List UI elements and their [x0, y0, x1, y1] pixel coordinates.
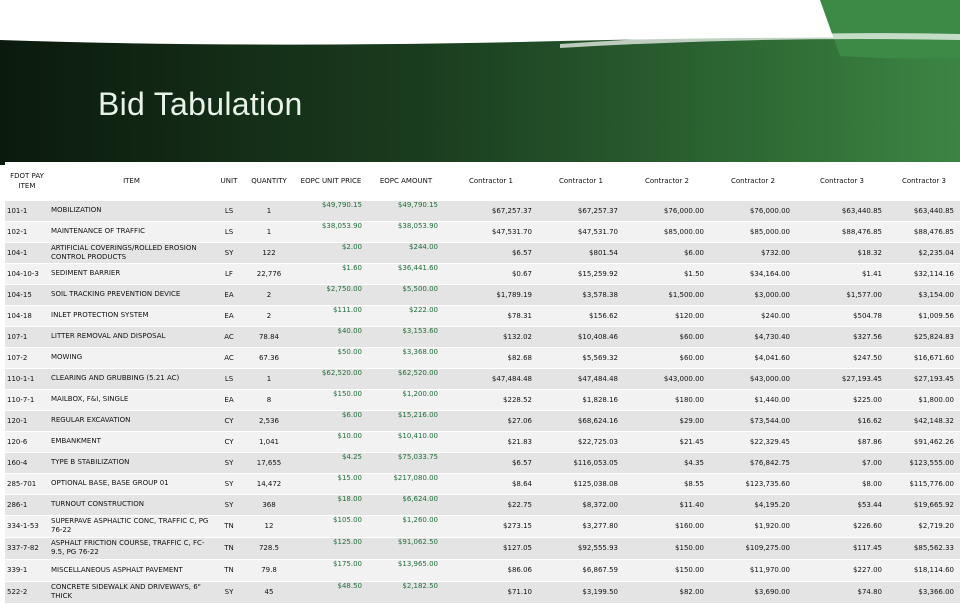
contractor-2-amount-cell: $1,920.00	[710, 515, 796, 537]
contractor-1-amount-cell: $68,624.16	[538, 410, 624, 431]
header-contractor-3-unit: Contractor 3	[796, 162, 888, 200]
page-title: Bid Tabulation	[98, 86, 303, 122]
quantity-cell: 122	[244, 242, 294, 263]
contractor-1-unit-price-cell: $22.75	[444, 494, 538, 515]
unit-cell: CY	[214, 431, 244, 452]
contractor-1-amount-cell: $47,484.48	[538, 368, 624, 389]
contractor-1-unit-price-cell: $1,789.19	[444, 284, 538, 305]
contractor-1-unit-price-cell: $8.64	[444, 473, 538, 494]
table-row	[5, 200, 960, 221]
contractor-3-amount-cell: $1,800.00	[888, 389, 960, 410]
contractor-1-amount-cell: $3,199.50	[538, 581, 624, 603]
pay-item-cell: 334-1-53	[5, 515, 49, 537]
eopc-amount-cell: $13,965.00	[368, 559, 444, 581]
table-row	[5, 347, 960, 368]
quantity-cell: 368	[244, 494, 294, 515]
contractor-1-amount-cell: $125,038.08	[538, 473, 624, 494]
eopc-unit-price-cell: $40.00	[294, 326, 368, 347]
contractor-2-unit-price-cell: $60.00	[624, 326, 710, 347]
contractor-2-amount-cell: $240.00	[710, 305, 796, 326]
contractor-2-unit-price-cell: $8.55	[624, 473, 710, 494]
eopc-unit-price-cell: $105.00	[294, 515, 368, 537]
eopc-unit-price-cell: $15.00	[294, 473, 368, 494]
contractor-1-amount-cell: $67,257.37	[538, 200, 624, 221]
eopc-amount-cell: $75,033.75	[368, 452, 444, 473]
quantity-cell: 45	[244, 581, 294, 603]
table-row	[5, 284, 960, 305]
item-description-cell: EMBANKMENT	[49, 431, 214, 452]
contractor-1-amount-cell: $10,408.46	[538, 326, 624, 347]
unit-cell: SY	[214, 452, 244, 473]
contractor-3-unit-price-cell: $74.80	[796, 581, 888, 603]
unit-cell: LS	[214, 221, 244, 242]
unit-cell: EA	[214, 305, 244, 326]
contractor-3-unit-price-cell: $8.00	[796, 473, 888, 494]
contractor-2-amount-cell: $73,544.00	[710, 410, 796, 431]
contractor-3-unit-price-cell: $504.78	[796, 305, 888, 326]
item-description-cell: CONCRETE SIDEWALK AND DRIVEWAYS, 6" THICK	[49, 581, 214, 603]
item-description-cell: SEDIMENT BARRIER	[49, 263, 214, 284]
quantity-cell: 8	[244, 389, 294, 410]
contractor-3-unit-price-cell: $53.44	[796, 494, 888, 515]
contractor-2-amount-cell: $11,970.00	[710, 559, 796, 581]
contractor-3-unit-price-cell: $227.00	[796, 559, 888, 581]
pay-item-cell: 110-1-1	[5, 368, 49, 389]
unit-cell: TN	[214, 515, 244, 537]
pay-item-cell: 285-701	[5, 473, 49, 494]
table-row	[5, 452, 960, 473]
eopc-amount-cell: $1,260.00	[368, 515, 444, 537]
contractor-3-unit-price-cell: $247.50	[796, 347, 888, 368]
eopc-amount-cell: $36,441.60	[368, 263, 444, 284]
header-unit: UNIT	[214, 162, 244, 200]
contractor-2-amount-cell: $732.00	[710, 242, 796, 263]
pay-item-cell: 104-15	[5, 284, 49, 305]
unit-cell: SY	[214, 242, 244, 263]
contractor-2-unit-price-cell: $1,500.00	[624, 284, 710, 305]
unit-cell: SY	[214, 473, 244, 494]
contractor-3-unit-price-cell: $117.45	[796, 537, 888, 559]
eopc-unit-price-cell: $2,750.00	[294, 284, 368, 305]
contractor-3-amount-cell: $19,665.92	[888, 494, 960, 515]
eopc-amount-cell: $6,624.00	[368, 494, 444, 515]
quantity-cell: 2	[244, 284, 294, 305]
header-contractor-3-amount: Contractor 3	[888, 162, 960, 200]
contractor-3-amount-cell: $27,193.45	[888, 368, 960, 389]
eopc-amount-cell: $2,182.50	[368, 581, 444, 603]
quantity-cell: 22,776	[244, 263, 294, 284]
table-row	[5, 242, 960, 263]
contractor-2-unit-price-cell: $6.00	[624, 242, 710, 263]
pay-item-cell: 104-1	[5, 242, 49, 263]
unit-cell: TN	[214, 537, 244, 559]
unit-cell: LS	[214, 200, 244, 221]
contractor-3-amount-cell: $16,671.60	[888, 347, 960, 368]
contractor-2-amount-cell: $22,329.45	[710, 431, 796, 452]
quantity-cell: 2	[244, 305, 294, 326]
eopc-amount-cell: $62,520.00	[368, 368, 444, 389]
eopc-amount-cell: $244.00	[368, 242, 444, 263]
quantity-cell: 2,536	[244, 410, 294, 431]
eopc-unit-price-cell: $50.00	[294, 347, 368, 368]
header-contractor-1-unit: Contractor 1	[444, 162, 538, 200]
contractor-3-unit-price-cell: $16.62	[796, 410, 888, 431]
contractor-3-amount-cell: $25,824.83	[888, 326, 960, 347]
contractor-3-amount-cell: $85,562.33	[888, 537, 960, 559]
eopc-amount-cell: $3,153.60	[368, 326, 444, 347]
contractor-2-amount-cell: $3,000.00	[710, 284, 796, 305]
contractor-3-amount-cell: $63,440.85	[888, 200, 960, 221]
quantity-cell: 78.84	[244, 326, 294, 347]
pay-item-cell: 104-18	[5, 305, 49, 326]
quantity-cell: 14,472	[244, 473, 294, 494]
quantity-cell: 12	[244, 515, 294, 537]
item-description-cell: TURNOUT CONSTRUCTION	[49, 494, 214, 515]
eopc-unit-price-cell: $48.50	[294, 581, 368, 603]
eopc-amount-cell: $10,410.00	[368, 431, 444, 452]
pay-item-cell: 107-1	[5, 326, 49, 347]
contractor-2-unit-price-cell: $21.45	[624, 431, 710, 452]
contractor-3-unit-price-cell: $88,476.85	[796, 221, 888, 242]
eopc-unit-price-cell: $18.00	[294, 494, 368, 515]
contractor-3-unit-price-cell: $226.60	[796, 515, 888, 537]
header-quantity: QUANTITY	[244, 162, 294, 200]
item-description-cell: MAINTENANCE OF TRAFFIC	[49, 221, 214, 242]
contractor-2-amount-cell: $76,000.00	[710, 200, 796, 221]
pay-item-cell: 286-1	[5, 494, 49, 515]
table-body	[5, 200, 960, 603]
header-contractor-1-amount: Contractor 1	[538, 162, 624, 200]
contractor-3-amount-cell: $115,776.00	[888, 473, 960, 494]
contractor-1-unit-price-cell: $82.68	[444, 347, 538, 368]
pay-item-cell: 102-1	[5, 221, 49, 242]
contractor-2-amount-cell: $76,842.75	[710, 452, 796, 473]
contractor-1-unit-price-cell: $132.02	[444, 326, 538, 347]
contractor-3-amount-cell: $18,114.60	[888, 559, 960, 581]
contractor-2-amount-cell: $43,000.00	[710, 368, 796, 389]
contractor-1-unit-price-cell: $47,531.70	[444, 221, 538, 242]
contractor-1-unit-price-cell: $228.52	[444, 389, 538, 410]
contractor-1-amount-cell: $156.62	[538, 305, 624, 326]
quantity-cell: 1	[244, 368, 294, 389]
pay-item-cell: 120-6	[5, 431, 49, 452]
contractor-3-unit-price-cell: $225.00	[796, 389, 888, 410]
pay-item-cell: 522-2	[5, 581, 49, 603]
contractor-2-amount-cell: $4,195.20	[710, 494, 796, 515]
pay-item-cell: 120-1	[5, 410, 49, 431]
contractor-1-unit-price-cell: $71.10	[444, 581, 538, 603]
contractor-3-amount-cell: $2,235.04	[888, 242, 960, 263]
table-row	[5, 410, 960, 431]
contractor-2-amount-cell: $34,164.00	[710, 263, 796, 284]
item-description-cell: SOIL TRACKING PREVENTION DEVICE	[49, 284, 214, 305]
eopc-unit-price-cell: $150.00	[294, 389, 368, 410]
contractor-3-amount-cell: $123,555.00	[888, 452, 960, 473]
table-row	[5, 494, 960, 515]
contractor-1-amount-cell: $47,531.70	[538, 221, 624, 242]
eopc-amount-cell: $38,053.90	[368, 221, 444, 242]
contractor-2-amount-cell: $85,000.00	[710, 221, 796, 242]
quantity-cell: 1,041	[244, 431, 294, 452]
contractor-2-unit-price-cell: $85,000.00	[624, 221, 710, 242]
quantity-cell: 1	[244, 221, 294, 242]
pay-item-cell: 160-4	[5, 452, 49, 473]
contractor-1-amount-cell: $22,725.03	[538, 431, 624, 452]
unit-cell: LF	[214, 263, 244, 284]
contractor-2-unit-price-cell: $82.00	[624, 581, 710, 603]
pay-item-cell: 337-7-82	[5, 537, 49, 559]
contractor-2-unit-price-cell: $150.00	[624, 537, 710, 559]
eopc-unit-price-cell: $111.00	[294, 305, 368, 326]
banner-background	[0, 0, 960, 165]
contractor-1-amount-cell: $92,555.93	[538, 537, 624, 559]
eopc-unit-price-cell: $6.00	[294, 410, 368, 431]
eopc-unit-price-cell: $1.60	[294, 263, 368, 284]
contractor-2-amount-cell: $3,690.00	[710, 581, 796, 603]
table-header-row	[5, 162, 960, 200]
contractor-1-amount-cell: $801.54	[538, 242, 624, 263]
pay-item-cell: 107-2	[5, 347, 49, 368]
contractor-3-unit-price-cell: $87.86	[796, 431, 888, 452]
unit-cell: LS	[214, 368, 244, 389]
eopc-amount-cell: $3,368.00	[368, 347, 444, 368]
table-row	[5, 221, 960, 242]
contractor-2-unit-price-cell: $180.00	[624, 389, 710, 410]
eopc-unit-price-cell: $10.00	[294, 431, 368, 452]
eopc-unit-price-cell: $175.00	[294, 559, 368, 581]
contractor-1-amount-cell: $3,277.80	[538, 515, 624, 537]
header-contractor-2-unit: Contractor 2	[624, 162, 710, 200]
contractor-1-unit-price-cell: $6.57	[444, 242, 538, 263]
contractor-3-unit-price-cell: $63,440.85	[796, 200, 888, 221]
quantity-cell: 67.36	[244, 347, 294, 368]
title-banner	[0, 0, 960, 165]
contractor-1-unit-price-cell: $86.06	[444, 559, 538, 581]
contractor-2-unit-price-cell: $120.00	[624, 305, 710, 326]
table-row	[5, 326, 960, 347]
table-row	[5, 581, 960, 603]
eopc-amount-cell: $222.00	[368, 305, 444, 326]
bid-tabulation-table	[5, 162, 960, 604]
contractor-1-amount-cell: $5,569.32	[538, 347, 624, 368]
eopc-amount-cell: $15,216.00	[368, 410, 444, 431]
contractor-2-unit-price-cell: $11.40	[624, 494, 710, 515]
contractor-2-amount-cell: $109,275.00	[710, 537, 796, 559]
contractor-3-unit-price-cell: $7.00	[796, 452, 888, 473]
contractor-3-unit-price-cell: $18.32	[796, 242, 888, 263]
contractor-1-unit-price-cell: $27.06	[444, 410, 538, 431]
contractor-3-amount-cell: $3,154.00	[888, 284, 960, 305]
quantity-cell: 1	[244, 200, 294, 221]
item-description-cell: OPTIONAL BASE, BASE GROUP 01	[49, 473, 214, 494]
contractor-3-amount-cell: $3,366.00	[888, 581, 960, 603]
item-description-cell: MISCELLANEOUS ASPHALT PAVEMENT	[49, 559, 214, 581]
contractor-1-amount-cell: $6,867.59	[538, 559, 624, 581]
eopc-unit-price-cell: $125.00	[294, 537, 368, 559]
contractor-3-amount-cell: $88,476.85	[888, 221, 960, 242]
item-description-cell: MOWING	[49, 347, 214, 368]
item-description-cell: TYPE B STABILIZATION	[49, 452, 214, 473]
table-row	[5, 263, 960, 284]
contractor-2-unit-price-cell: $76,000.00	[624, 200, 710, 221]
item-description-cell: MOBILIZATION	[49, 200, 214, 221]
item-description-cell: LITTER REMOVAL AND DISPOSAL	[49, 326, 214, 347]
unit-cell: TN	[214, 559, 244, 581]
unit-cell: AC	[214, 326, 244, 347]
item-description-cell: CLEARING AND GRUBBING (5.21 AC)	[49, 368, 214, 389]
contractor-3-amount-cell: $2,719.20	[888, 515, 960, 537]
pay-item-cell: 104-10-3	[5, 263, 49, 284]
eopc-unit-price-cell: $49,790.15	[294, 200, 368, 221]
contractor-1-unit-price-cell: $21.83	[444, 431, 538, 452]
contractor-1-unit-price-cell: $67,257.37	[444, 200, 538, 221]
contractor-3-amount-cell: $42,148.32	[888, 410, 960, 431]
eopc-amount-cell: $217,080.00	[368, 473, 444, 494]
eopc-amount-cell: $1,200.00	[368, 389, 444, 410]
pay-item-cell: 110-7-1	[5, 389, 49, 410]
unit-cell: SY	[214, 581, 244, 603]
contractor-2-amount-cell: $123,735.60	[710, 473, 796, 494]
contractor-3-amount-cell: $32,114.16	[888, 263, 960, 284]
eopc-amount-cell: $49,790.15	[368, 200, 444, 221]
contractor-1-unit-price-cell: $0.67	[444, 263, 538, 284]
contractor-1-unit-price-cell: $47,484.48	[444, 368, 538, 389]
contractor-3-amount-cell: $1,009.56	[888, 305, 960, 326]
unit-cell: AC	[214, 347, 244, 368]
table-row	[5, 305, 960, 326]
eopc-unit-price-cell: $62,520.00	[294, 368, 368, 389]
item-description-cell: ARTIFICIAL COVERINGS/ROLLED EROSION CONTROL PRODUCTS	[49, 242, 214, 263]
contractor-2-unit-price-cell: $60.00	[624, 347, 710, 368]
contractor-2-unit-price-cell: $29.00	[624, 410, 710, 431]
contractor-1-unit-price-cell: $273.15	[444, 515, 538, 537]
table-row	[5, 389, 960, 410]
quantity-cell: 17,655	[244, 452, 294, 473]
table-row	[5, 368, 960, 389]
eopc-amount-cell: $91,062.50	[368, 537, 444, 559]
unit-cell: CY	[214, 410, 244, 431]
contractor-2-unit-price-cell: $150.00	[624, 559, 710, 581]
header-contractor-2-amount: Contractor 2	[710, 162, 796, 200]
pay-item-cell: 101-1	[5, 200, 49, 221]
eopc-unit-price-cell: $38,053.90	[294, 221, 368, 242]
contractor-1-amount-cell: $3,578.38	[538, 284, 624, 305]
contractor-2-amount-cell: $4,041.60	[710, 347, 796, 368]
contractor-1-unit-price-cell: $78.31	[444, 305, 538, 326]
contractor-2-unit-price-cell: $43,000.00	[624, 368, 710, 389]
contractor-1-amount-cell: $15,259.92	[538, 263, 624, 284]
contractor-2-amount-cell: $1,440.00	[710, 389, 796, 410]
header-item: ITEM	[49, 162, 214, 200]
contractor-3-unit-price-cell: $27,193.45	[796, 368, 888, 389]
contractor-1-amount-cell: $8,372.00	[538, 494, 624, 515]
eopc-unit-price-cell: $2.00	[294, 242, 368, 263]
unit-cell: EA	[214, 284, 244, 305]
table-row	[5, 515, 960, 537]
item-description-cell: SUPERPAVE ASPHALTIC CONC, TRAFFIC C, PG 76-22	[49, 515, 214, 537]
table-row	[5, 431, 960, 452]
item-description-cell: ASPHALT FRICTION COURSE, TRAFFIC C, FC-9.5, PG 76-22	[49, 537, 214, 559]
header-eopc-unit-price: EOPC UNIT PRICE	[294, 162, 368, 200]
contractor-1-amount-cell: $1,828.16	[538, 389, 624, 410]
eopc-unit-price-cell: $4.25	[294, 452, 368, 473]
contractor-3-unit-price-cell: $1,577.00	[796, 284, 888, 305]
item-description-cell: REGULAR EXCAVATION	[49, 410, 214, 431]
contractor-3-amount-cell: $91,462.26	[888, 431, 960, 452]
pay-item-cell: 339-1	[5, 559, 49, 581]
table-row	[5, 473, 960, 494]
contractor-1-unit-price-cell: $127.05	[444, 537, 538, 559]
contractor-3-unit-price-cell: $1.41	[796, 263, 888, 284]
item-description-cell: INLET PROTECTION SYSTEM	[49, 305, 214, 326]
quantity-cell: 728.5	[244, 537, 294, 559]
contractor-1-amount-cell: $116,053.05	[538, 452, 624, 473]
unit-cell: SY	[214, 494, 244, 515]
header-pay-item: FDOT PAY ITEM	[5, 162, 49, 200]
item-description-cell: MAILBOX, F&I, SINGLE	[49, 389, 214, 410]
eopc-amount-cell: $5,500.00	[368, 284, 444, 305]
table-row	[5, 559, 960, 581]
unit-cell: EA	[214, 389, 244, 410]
header-eopc-amount: EOPC AMOUNT	[368, 162, 444, 200]
contractor-2-unit-price-cell: $4.35	[624, 452, 710, 473]
contractor-2-unit-price-cell: $160.00	[624, 515, 710, 537]
contractor-2-amount-cell: $4,730.40	[710, 326, 796, 347]
table-row	[5, 537, 960, 559]
quantity-cell: 79.8	[244, 559, 294, 581]
contractor-1-unit-price-cell: $6.57	[444, 452, 538, 473]
contractor-3-unit-price-cell: $327.56	[796, 326, 888, 347]
contractor-2-unit-price-cell: $1.50	[624, 263, 710, 284]
